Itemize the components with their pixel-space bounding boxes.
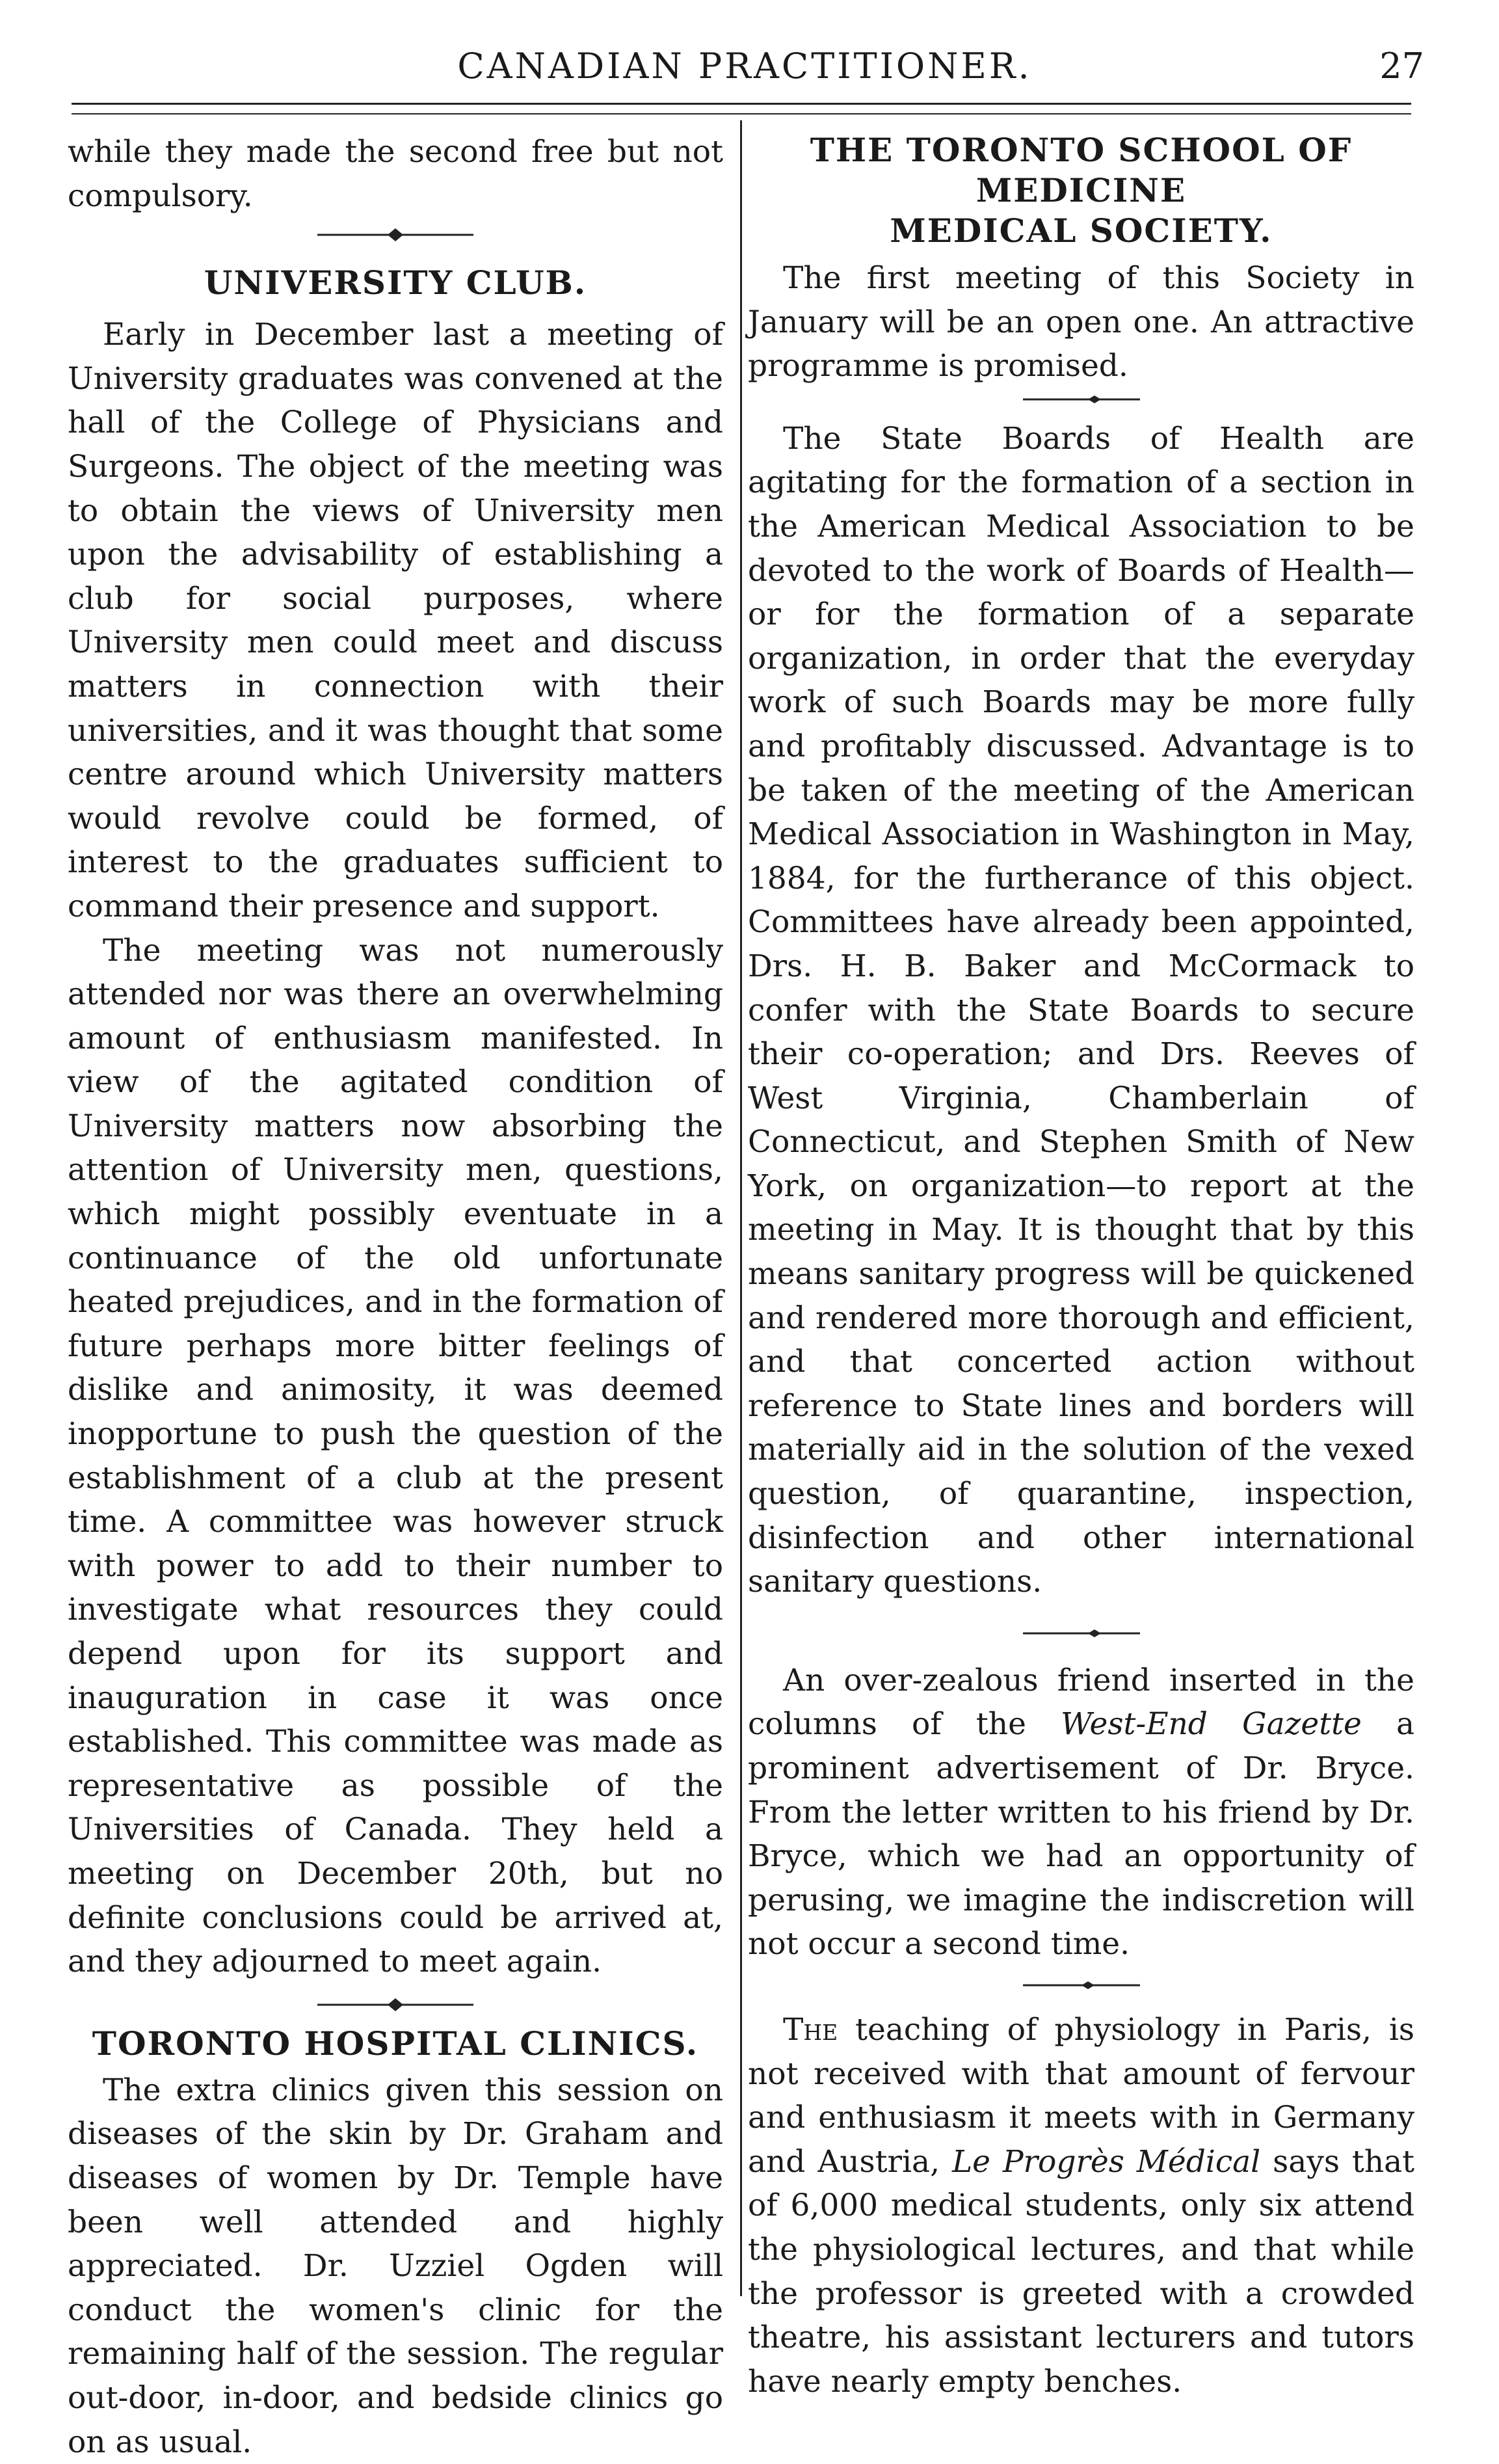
article-paragraph: The meeting was not numerously attended nor was there an overwhelming amount of enthusiasm manifested. In view of the agitated condition of University matters now absorbing the attention of University men, questions, which might possibly eventuate in a continuance of the old unfortunate heated prejudices, and in the formation of future perhaps more bitter feelings of dislike and animosity, it was deemed inopportune to push the question of the establishment of a club at the present time. A committee was however struck with power to add to their number to investigate what resources they could depend upon for its support and inauguration in case it was once established. This committee was made as representative as possible of the Universities of Canada. They held a meeting on December 20th, but no definite conclusions could be arrived at, and they adjourned to meet again. xyxy=(68,932,723,1980)
article-paragraph: The extra clinics given this session on diseases of the skin by Dr. Graham and diseases of women by Dr. Temple have been well attended and highly appreciated. Dr. Uzziel Ogden will conduct the women's clinic for the remaining half of the session. The regular out-door, in-door, and bedside clinics go on as usual. xyxy=(68,2072,723,2460)
section-ornament xyxy=(68,1993,723,2016)
section-heading-hospital-clinics: TORONTO HOSPITAL CLINICS. xyxy=(92,2024,699,2063)
heading-line: MEDICAL SOCIETY. xyxy=(890,211,1273,250)
text-run: a prominent advertisement of Dr. Bryce. From the letter written to his friend by Dr. Bryce, which we had an opportunity of perusing, we imagine the indiscretion will not occur a second time. xyxy=(748,1706,1414,1962)
heading-line: THE TORONTO SCHOOL OF MEDICINE xyxy=(810,131,1353,209)
text-run: says that of 6,000 medical students, only six attend the physiological lectures, and that while the professor is greeted with a crowded theatre, his assistant lecturers and tutors have nearly empty benches. xyxy=(748,2143,1415,2400)
header-rule-thin xyxy=(72,113,1411,114)
section-ornament xyxy=(68,223,723,247)
header-rule xyxy=(72,103,1411,105)
left-column xyxy=(68,130,723,2464)
section-ornament xyxy=(748,390,1414,413)
article-paragraph: The first meeting of this Society in January will be an open one. An attractive programme is promised. xyxy=(748,260,1414,384)
section-heading-university-club: UNIVERSITY CLUB. xyxy=(204,263,587,302)
section-ornament xyxy=(748,1624,1414,1647)
section-ornament xyxy=(748,1975,1414,1999)
running-head xyxy=(65,46,1424,98)
page-number: 27 xyxy=(1379,46,1424,87)
article-paragraph xyxy=(748,1659,1414,1966)
right-column xyxy=(748,130,1414,2404)
text-run: An over-zealous friend inserted in the columns of the xyxy=(748,1662,1414,1743)
article-paragraph xyxy=(748,2008,1414,2404)
article-paragraph: Early in December last a meeting of University graduates was convened at the hall of the College of Physicians and Surgeons. The object of the meeting was to obtain the views of University men upon the advisability of establishing a club for social purposes, where University men could meet and discuss matters in connection with their universities, and it was thought that some centre around which University matters would revolve could be formed, of interest to the graduates sufficient to command their presence and support. xyxy=(68,317,723,924)
continued-paragraph: while they made the second free but not compulsory. xyxy=(68,134,723,214)
publication-title: Le Progrès Médical xyxy=(951,2143,1261,2180)
publication-title: West-End Gazette xyxy=(1061,1706,1362,1743)
text-run: teaching of physiology in Paris, is not received with that amount of fervour and enthusiasm it meets with in Germany and Austria, xyxy=(748,2011,1414,2180)
section-heading-medical-society xyxy=(748,130,1414,251)
lead-word: The xyxy=(783,2011,838,2048)
column-divider xyxy=(740,120,742,2296)
article-paragraph: The State Boards of Health are agitating for the formation of a section in the American Medical Association to be devoted to the work of Boards of Health—or for the formation of a separate organization, in order that the everyday work of such Boards may be more fully and profitably discussed. Advantage is to be taken of the meeting of the American Medical Association in Washington in May, 1884, for the furtherance of this object. Committees have already been appointed, Drs. H. B. Baker and McCormack to confer with the State Boards to secure their co-operation; and Drs. Reeves of West Virginia, Chamberlain of Connecticut, and Stephen Smith of New York, on organization—to report at the meeting in May. It is thought that by this means sanitary progress will be quickened and rendered more thorough and efficient, and that concerted action without reference to State lines and borders will materially aid in the solution of the vexed question, of quarantine, inspection, disinfection and other international sanitary questions. xyxy=(748,420,1414,1600)
running-title: CANADIAN PRACTITIONER. xyxy=(457,46,1032,87)
